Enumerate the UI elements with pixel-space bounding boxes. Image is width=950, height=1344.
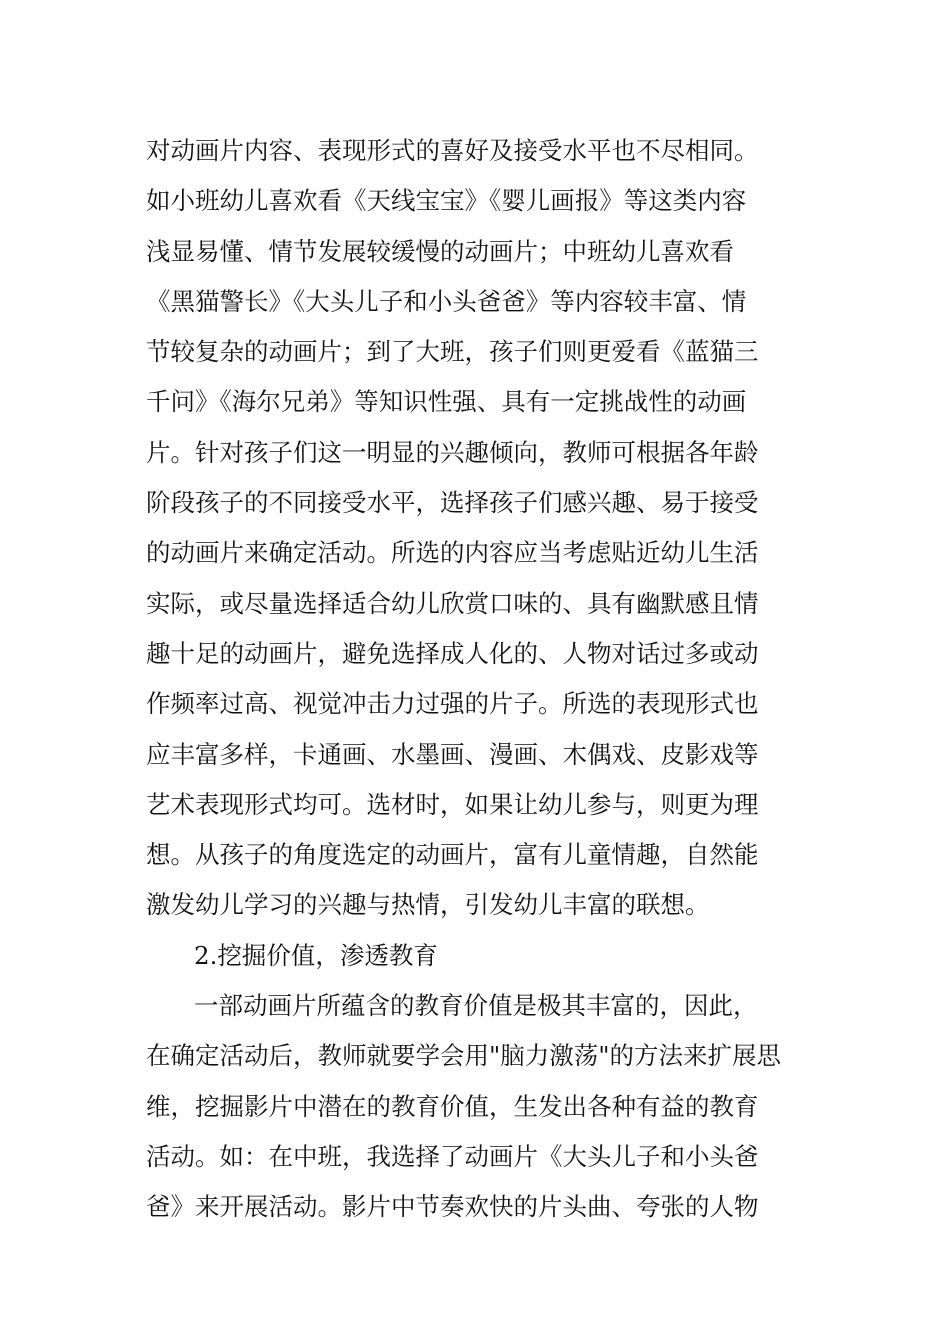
text-line: 的动画片来确定活动。所选的内容应当考虑贴近幼儿生活 bbox=[146, 538, 759, 568]
text-line: 在确定活动后，教师就要学会用"脑力激荡"的方法来扩展思 bbox=[146, 1041, 782, 1071]
text-line: 如小班幼儿喜欢看《天线宝宝》《婴儿画报》等这类内容 bbox=[146, 186, 747, 216]
text-line: 应丰富多样，卡通画、水墨画、漫画、木偶戏、皮影戏等 bbox=[146, 739, 759, 769]
text-line: 片。针对孩子们这一明显的兴趣倾向，教师可根据各年龄 bbox=[146, 437, 759, 467]
section-heading: 2.挖掘价值，渗透教育 bbox=[194, 940, 438, 970]
text-line: 阶段孩子的不同接受水平，选择孩子们感兴趣、易于接受 bbox=[146, 488, 759, 518]
text-line: 激发幼儿学习的兴趣与热情，引发幼儿丰富的联想。 bbox=[146, 890, 710, 920]
text-line: 作频率过高、视觉冲击力过强的片子。所选的表现形式也 bbox=[146, 689, 759, 719]
text-line: 浅显易懂、情节发展较缓慢的动画片；中班幼儿喜欢看 bbox=[146, 236, 734, 266]
text-line: 《黑猫警长》《大头儿子和小头爸爸》等内容较丰富、情 bbox=[146, 286, 747, 316]
text-line: 想。从孩子的角度选定的动画片，富有儿童情趣，自然能 bbox=[146, 840, 759, 870]
text-line: 千问》《海尔兄弟》等知识性强、具有一定挑战性的动画 bbox=[146, 387, 747, 417]
text-line: 活动。如：在中班，我选择了动画片《大头儿子和小头爸 bbox=[146, 1141, 759, 1171]
text-line: 趣十足的动画片，避免选择成人化的、人物对话过多或动 bbox=[146, 638, 759, 668]
text-line: 爸》来开展活动。影片中节奏欢快的片头曲、夸张的人物 bbox=[146, 1192, 759, 1222]
text-line: 对动画片内容、表现形式的喜好及接受水平也不尽相同。 bbox=[146, 136, 759, 165]
text-line: 维，挖掘影片中潜在的教育价值，生发出各种有益的教育 bbox=[146, 1091, 759, 1121]
text-line: 实际，或尽量选择适合幼儿欣赏口味的、具有幽默感且情 bbox=[146, 588, 759, 618]
text-line: 节较复杂的动画片；到了大班，孩子们则更爱看《蓝猫三 bbox=[146, 337, 759, 367]
text-line: 艺术表现形式均可。选材时，如果让幼儿参与，则更为理 bbox=[146, 789, 759, 819]
body-text bbox=[146, 126, 826, 1233]
text-line: 一部动画片所蕴含的教育价值是极其丰富的，因此， bbox=[194, 991, 758, 1021]
